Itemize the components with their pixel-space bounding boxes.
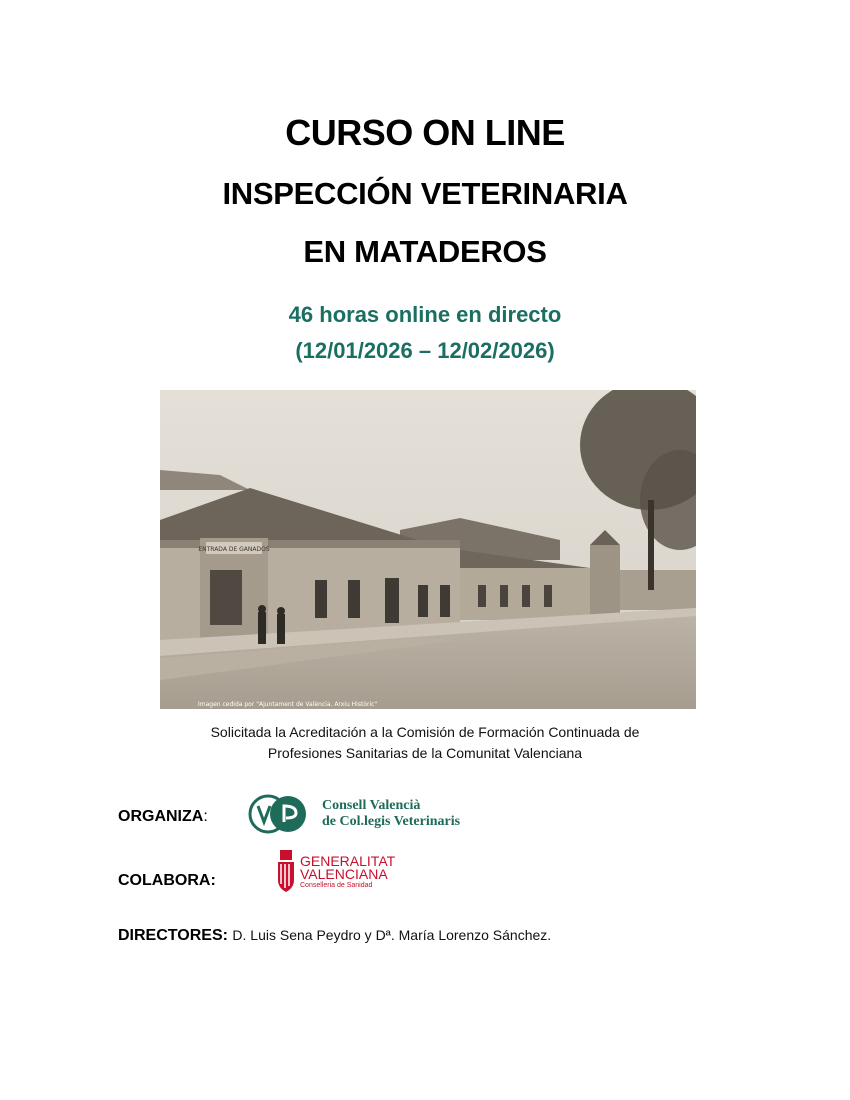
gva-logo-line1: GENERALITAT [300,853,396,869]
organiza-label-text: ORGANIZA [118,808,204,825]
colabora-label: COLABORA: [118,872,216,889]
organiza-label [118,808,208,826]
course-title-line1: CURSO ON LINE [285,112,565,153]
accreditation-line2: Profesiones Sanitarias de la Comunitat Valenciana [267,745,583,761]
generalitat-logo-text [300,855,395,891]
gva-logo-line3: Conselleria de Sanidad [300,882,373,889]
historic-slaughterhouse-photo [160,390,696,709]
gva-logo-line2: VALENCIANA [300,866,388,882]
organiza-colon: : [203,808,208,825]
photo-credit: Imagen cedida por "Ajuntament de València. Arxiu Històric" [198,701,378,708]
accreditation-line1: Solicitada la Acreditación a la Comisión de Formación Continuada de [210,724,640,740]
course-dates: (12/01/2026 – 12/02/2026) [295,338,555,363]
course-hours: 46 horas online en directo [288,302,562,327]
cvcv-logo-line2: de Col.legis Veterinaris [322,814,461,829]
cvcv-logo-line1: Consell Valencià [322,798,421,813]
course-title-line3: EN MATADEROS [303,234,547,269]
directores-names: D. Luis Sena Peydro y Dª. María Lorenzo Sánchez. [232,927,552,943]
course-title-line2: INSPECCIÓN VETERINARIA [222,176,628,211]
directores-row [118,927,551,945]
directores-label: DIRECTORES: [118,927,228,944]
entrance-sign: ENTRADA DE GANADOS [198,546,270,553]
cvcv-logo-text [322,798,460,830]
